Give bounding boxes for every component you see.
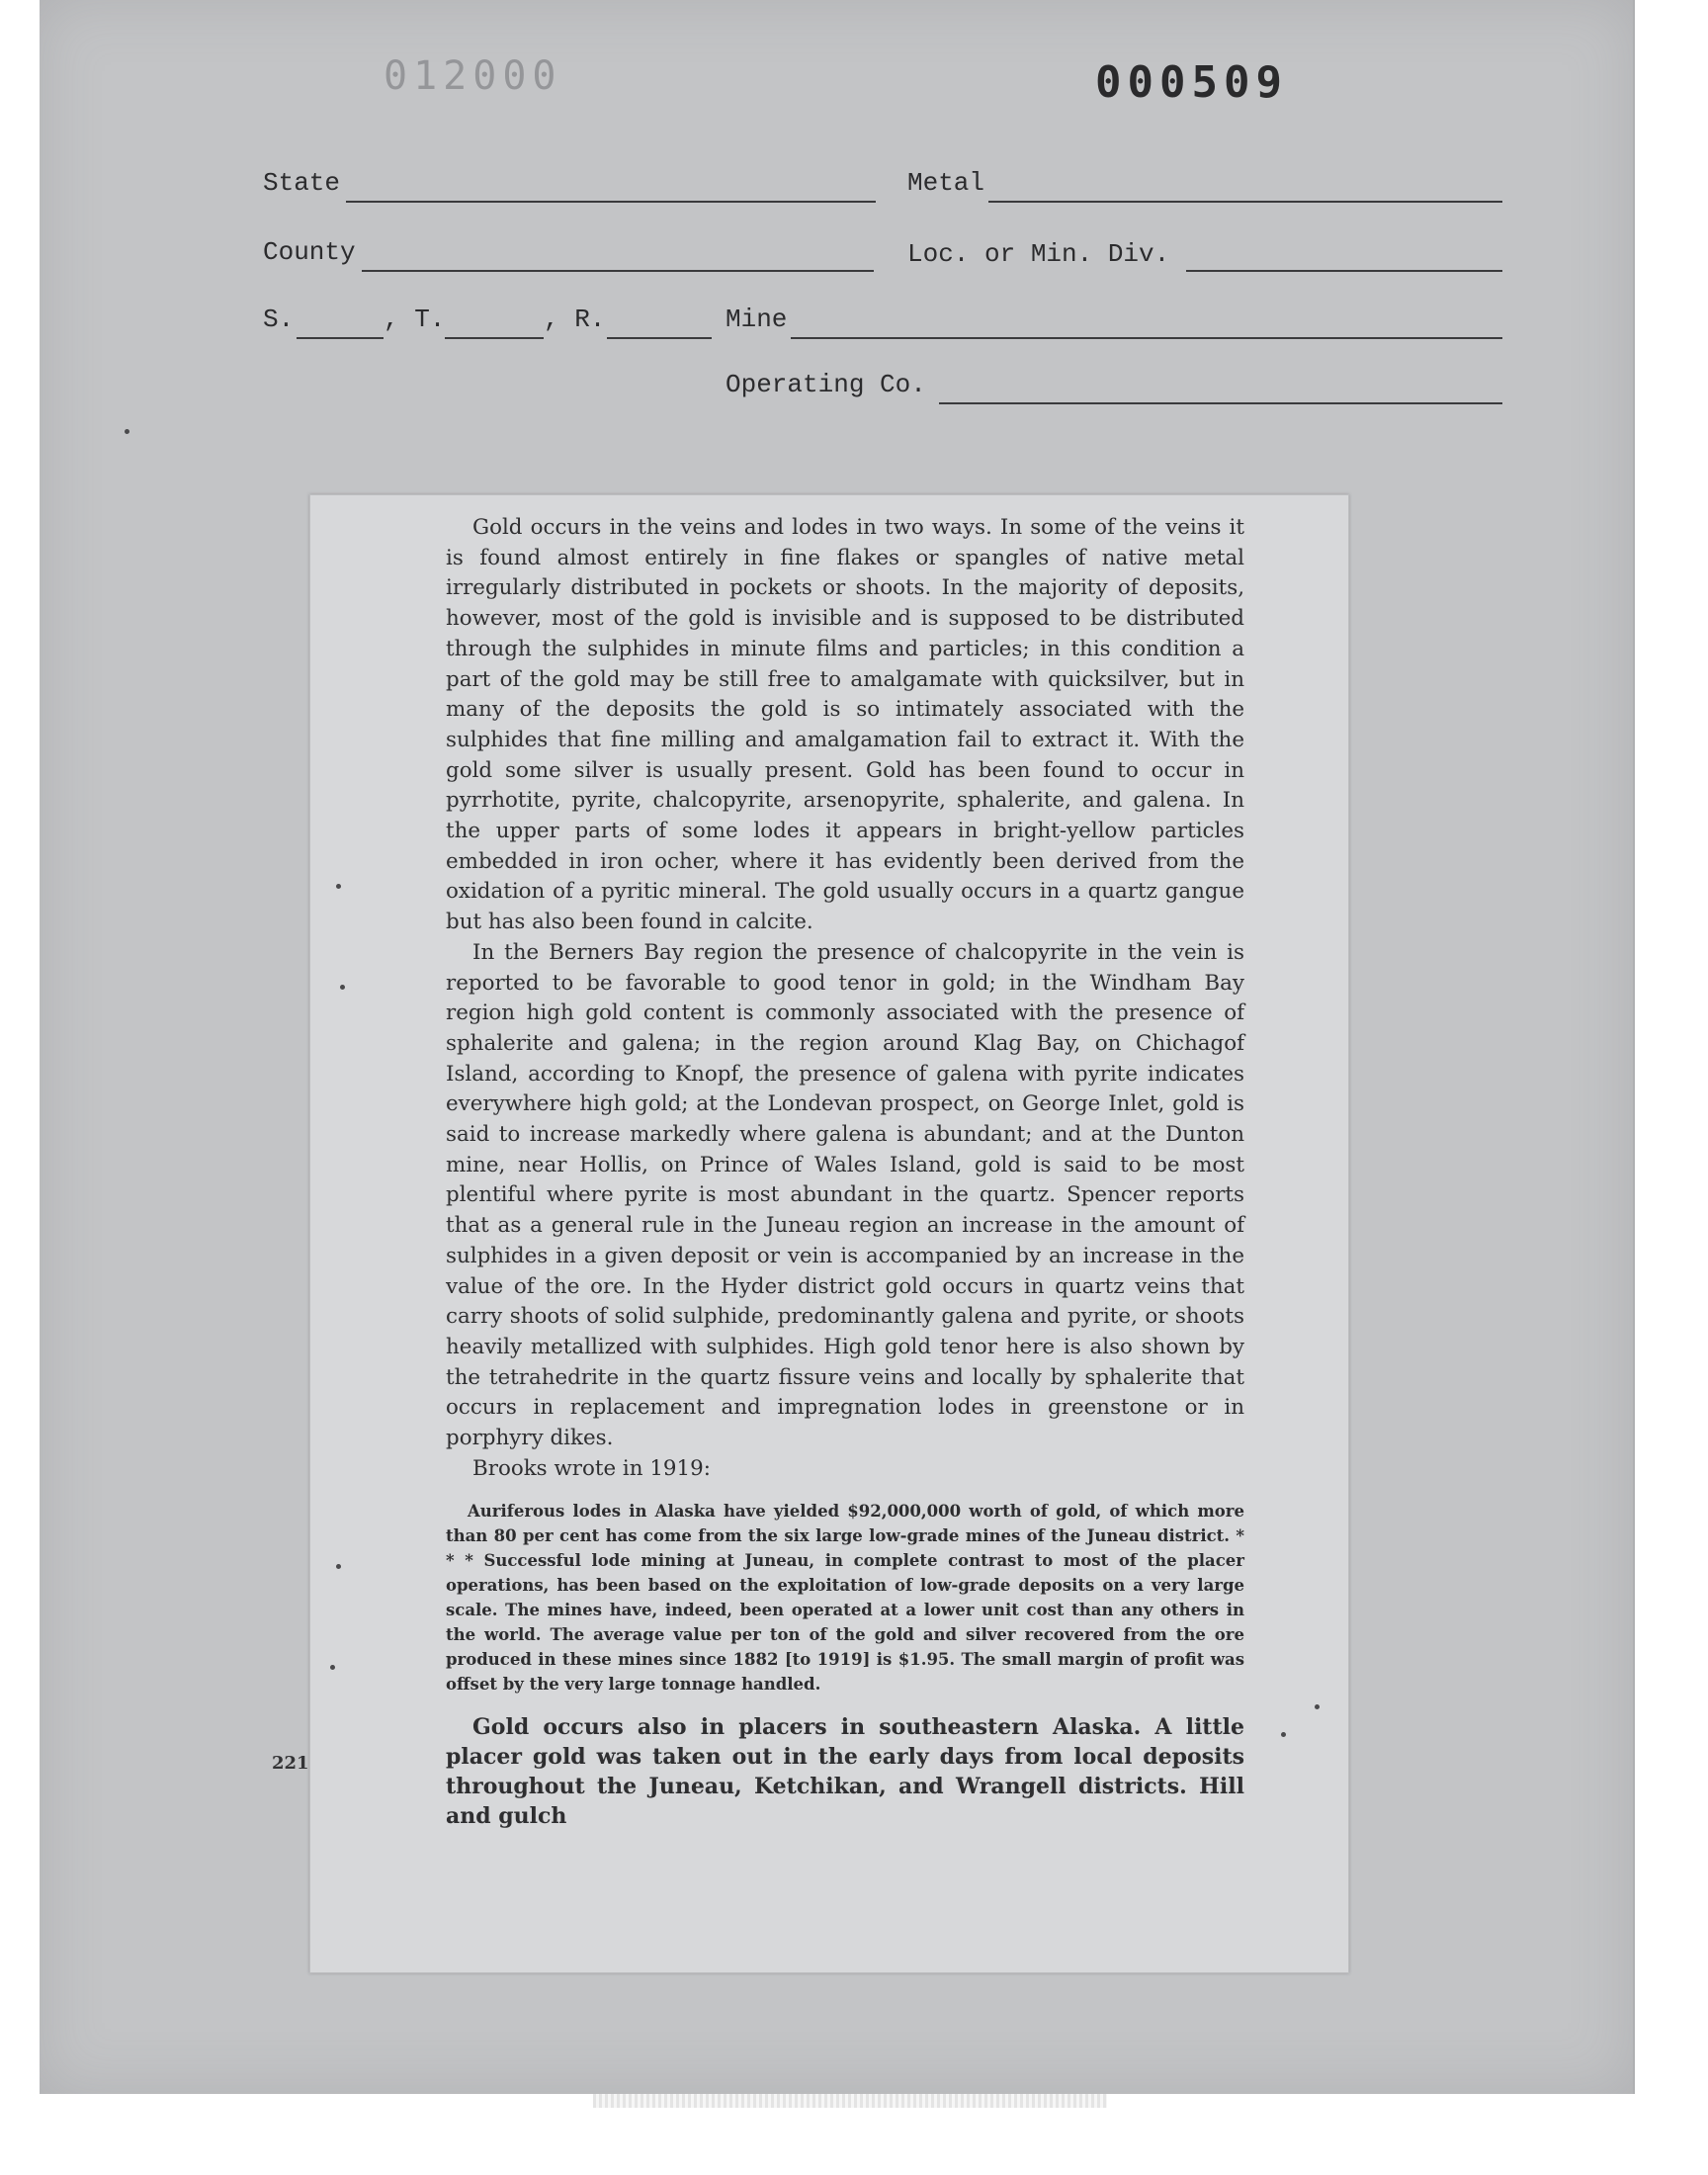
- township-label: , T.: [384, 304, 446, 334]
- county-field-line: [362, 270, 874, 272]
- state-field-line: [346, 201, 876, 203]
- clipping-text: [446, 513, 1244, 1831]
- location-field-line: [1186, 270, 1502, 272]
- scan-speck: [1315, 1704, 1320, 1709]
- scanner-artifact: [593, 2094, 1107, 2108]
- mine-label: Mine: [726, 304, 788, 334]
- range-label: , R.: [544, 304, 606, 334]
- state-label: State: [263, 168, 341, 198]
- page-number: 221: [272, 1753, 309, 1774]
- paragraph-brooks-intro: Brooks wrote in 1919:: [472, 1455, 711, 1481]
- scan-speck: [336, 1564, 341, 1569]
- pasted-clipping: [309, 494, 1349, 1973]
- operating-company-field-line: [939, 402, 1502, 404]
- scan-speck: [125, 429, 129, 434]
- document-number-stamp: 000509: [1095, 57, 1288, 108]
- paragraph-gold-occurrence: Gold occurs in the veins and lodes in two ways. In some of the veins it is found almost entirely in fine flakes or spangles of native metal irregularly distributed in pockets or shoots. In the majority of deposits, however, most of the gold is invisible and is supposed to be distributed through the sulphides in minute films and particles; in this condition a part of the gold may be still free to amalgamate with quicksilver, but in many of the deposits the gold is so intimately associated with the sulphides that fine milling and amalgamation fail to extract it. With the gold some silver is usually present. Gold has been found to occur in pyrrhotite, pyrite, chalcopyrite, arsenopyrite, sphalerite, and galena. In the upper parts of some lodes it appears in bright-yellow particles embedded in iron ocher, where it has evidently been derived from the oxidation of a pyritic mineral. The gold usually occurs in a quartz gangue but has also been found in calcite.: [446, 515, 1244, 935]
- metal-field-line: [988, 201, 1502, 203]
- location-label: Loc. or Min. Div.: [907, 239, 1170, 269]
- paragraph-regional-tenor: In the Berners Bay region the presence of chalcopyrite in the vein is reported to be favorable to good tenor in gold; in the Windham Bay region high gold content is commonly associated with the presence of sphalerite and galena; in the region around Klag Bay, on Chichagof Island, according to Knopf, the presence of galena with pyrite indicates everywhere high gold; at the Londevan prospect, on George Inlet, gold is said to increase markedly where galena is abundant; and at the Dunton mine, near Hollis, on Prince of Wales Island, gold is said to be most plentiful where pyrite is most abundant in the quartz. Spencer reports that as a general rule in the Juneau region an increase in the amount of sulphides in a given deposit or vein is accompanied by an increase in the value of the ore. In the Hyder district gold occurs in quartz veins that carry shoots of solid sulphide, predominantly galena and pyrite, or shoots heavily metallized with sulphides. High gold tenor here is also shown by the tetrahedrite in the quartz fissure veins and locally by sphalerite that occurs in replacement and impregnation lodes in greenstone or in porphyry dikes.: [446, 939, 1244, 1451]
- scan-speck: [340, 985, 345, 990]
- section-field-line: [297, 337, 384, 339]
- scan-speck: [1281, 1732, 1286, 1737]
- paragraph-placers: Gold occurs also in placers in southeastern Alaska. A little placer gold was taken out in the early days from local deposits throughout the Juneau, Ketchikan, and Wrangell districts. Hill and gulch: [446, 1713, 1244, 1829]
- mine-field-line: [791, 337, 1502, 339]
- operating-company-label: Operating Co.: [726, 370, 926, 399]
- scan-speck: [336, 884, 341, 889]
- range-field-line: [607, 337, 712, 339]
- section-label: S.: [263, 304, 295, 334]
- brooks-quote: Auriferous lodes in Alaska have yielded $92,000,000 worth of gold, of which more than 80 per cent has come from the six large low-grade mines of the Juneau district. * * * Successful lode mining at Juneau, in complete contrast to most of the placer operations, has been based on the exploitation of low-grade deposits on a very large scale. The mines have, indeed, been operated at a lower unit cost than any others in the world. The average value per ton of the gold and silver recovered from the ore produced in these mines since 1882 [to 1919] is $1.95. The small margin of profit was offset by the very large tonnage handled.: [446, 1501, 1244, 1694]
- township-field-line: [445, 337, 544, 339]
- scan-speck: [330, 1665, 335, 1670]
- faint-stamp-number: 012000: [384, 53, 562, 99]
- metal-label: Metal: [907, 168, 985, 198]
- county-label: County: [263, 237, 356, 267]
